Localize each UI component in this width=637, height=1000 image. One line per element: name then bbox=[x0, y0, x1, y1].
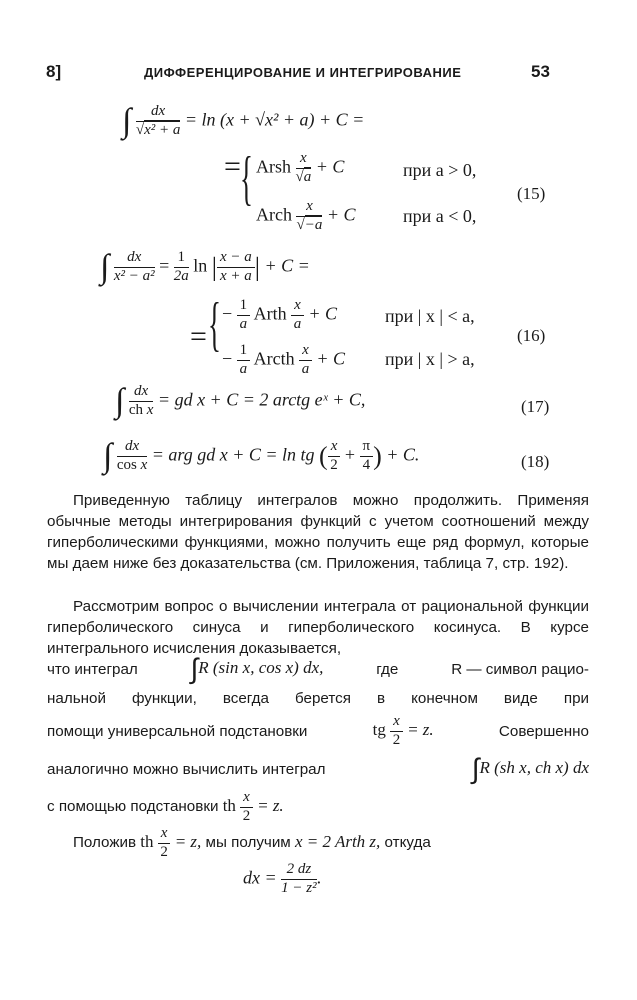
equation-16-rhs: + C = bbox=[264, 255, 310, 276]
equation-16-condition-1: при | x | < a, bbox=[385, 306, 475, 326]
equals-sign: = bbox=[190, 320, 207, 353]
equation-16-first-line: ∫ $\frac{dx}{\text{x² − a²}}$ = $\frac{1}{2a}$ ln | $\frac{x - a}{x + a}$ | + C = bbox=[100, 248, 310, 286]
section-number: 8] bbox=[46, 62, 62, 81]
page-number: 53 bbox=[531, 62, 550, 81]
equation-15-condition-2: при a < 0, bbox=[403, 206, 477, 226]
equation-number-15: (15) bbox=[517, 184, 546, 203]
equation-18: ∫ $\frac{dx}{\text{cos x}}$ = arg gd x + C = ln tg ( $\frac{x}{2}$ + $\frac{\pi}{4}$ ) + C. bbox=[103, 437, 420, 475]
paragraph-2: Рассмотрим вопрос о вычислении интеграла от рациональной функции гиперболического синуса и гиперболического косинуса. В курсе интегрального исчисления доказывается, bbox=[47, 598, 589, 657]
equation-15-rhs: = ln (x + √x² + a) + C = bbox=[184, 109, 365, 130]
equation-16-case-1: − $\frac{1}{a}$ Arth $\frac{x}{a}$ + C bbox=[222, 297, 337, 332]
equation-15-case-1: Arsh $\frac{x}{√a}$ + C bbox=[256, 150, 345, 185]
equation-17-rhs: = gd x + C = 2 arctg eˣ + C, bbox=[157, 389, 366, 410]
left-brace: { bbox=[208, 291, 221, 357]
running-title: ДИФФЕРЕНЦИРОВАНИЕ И ИНТЕГРИРОВАНИЕ bbox=[144, 65, 462, 80]
text-line-substitution-th: с помощью подстановки th $\frac{x}{2}$ = z. bbox=[47, 789, 284, 824]
equation-15-condition-1: при a > 0, bbox=[403, 160, 477, 180]
fraction: $\frac{dx}{\text{√x² + a}}$ bbox=[135, 103, 181, 138]
text-line-integral-sh-ch: аналогично можно вычислить интеграл ∫R (sh x, ch x) dx bbox=[47, 753, 589, 784]
equals-sign: = bbox=[224, 150, 241, 183]
final-formula: dx = $\frac{2 dz}{\text{1 − z²}}$ . bbox=[243, 861, 322, 896]
paragraph-1: Приведенную таблицу интегралов можно продолжить. Применяя обычные методы интегрирования функций с учетом соотношений между гиперболическими функциями, можно получить еще ряд формул, которые мы даем ниже без доказательства (см. Приложения, таблица 7, стр. 192). bbox=[47, 492, 589, 572]
text-line-substitution-tg: помощи универсальной подстановки tg $\frac{x}{2}$ = z. Совершенно bbox=[47, 713, 589, 748]
equation-15-first-line bbox=[122, 104, 364, 139]
equation-16-case-2: − $\frac{1}{a}$ Arcth $\frac{x}{a}$ + C bbox=[222, 342, 345, 377]
equation-18-rhs: = arg gd x + C = ln tg bbox=[151, 444, 315, 465]
text-line: нальной функции, всегда берется в конечном виде при bbox=[47, 690, 589, 707]
text-line-setting-th: Положив th $\frac{x}{2}$ = z, мы получим x = 2 Arth z, откуда bbox=[73, 825, 431, 860]
equation-number-16: (16) bbox=[517, 326, 546, 345]
integral-sign: ∫ bbox=[122, 102, 132, 140]
equation-15-case-2: Arch $\frac{x}{√-a}$ + C bbox=[256, 198, 356, 233]
text-line-integral-sin-cos: что интеграл ∫R (sin x, cos x) dx, где R — символ рацио- bbox=[47, 653, 589, 684]
equation-17: ∫ $\frac{dx}{\text{ch x}}$ = gd x + C = 2 arctg eˣ + C, bbox=[115, 382, 366, 420]
equation-number-18: (18) bbox=[521, 452, 550, 471]
left-brace: { bbox=[240, 145, 253, 211]
equation-number-17: (17) bbox=[521, 397, 550, 416]
equation-16-condition-2: при | x | > a, bbox=[385, 349, 475, 369]
